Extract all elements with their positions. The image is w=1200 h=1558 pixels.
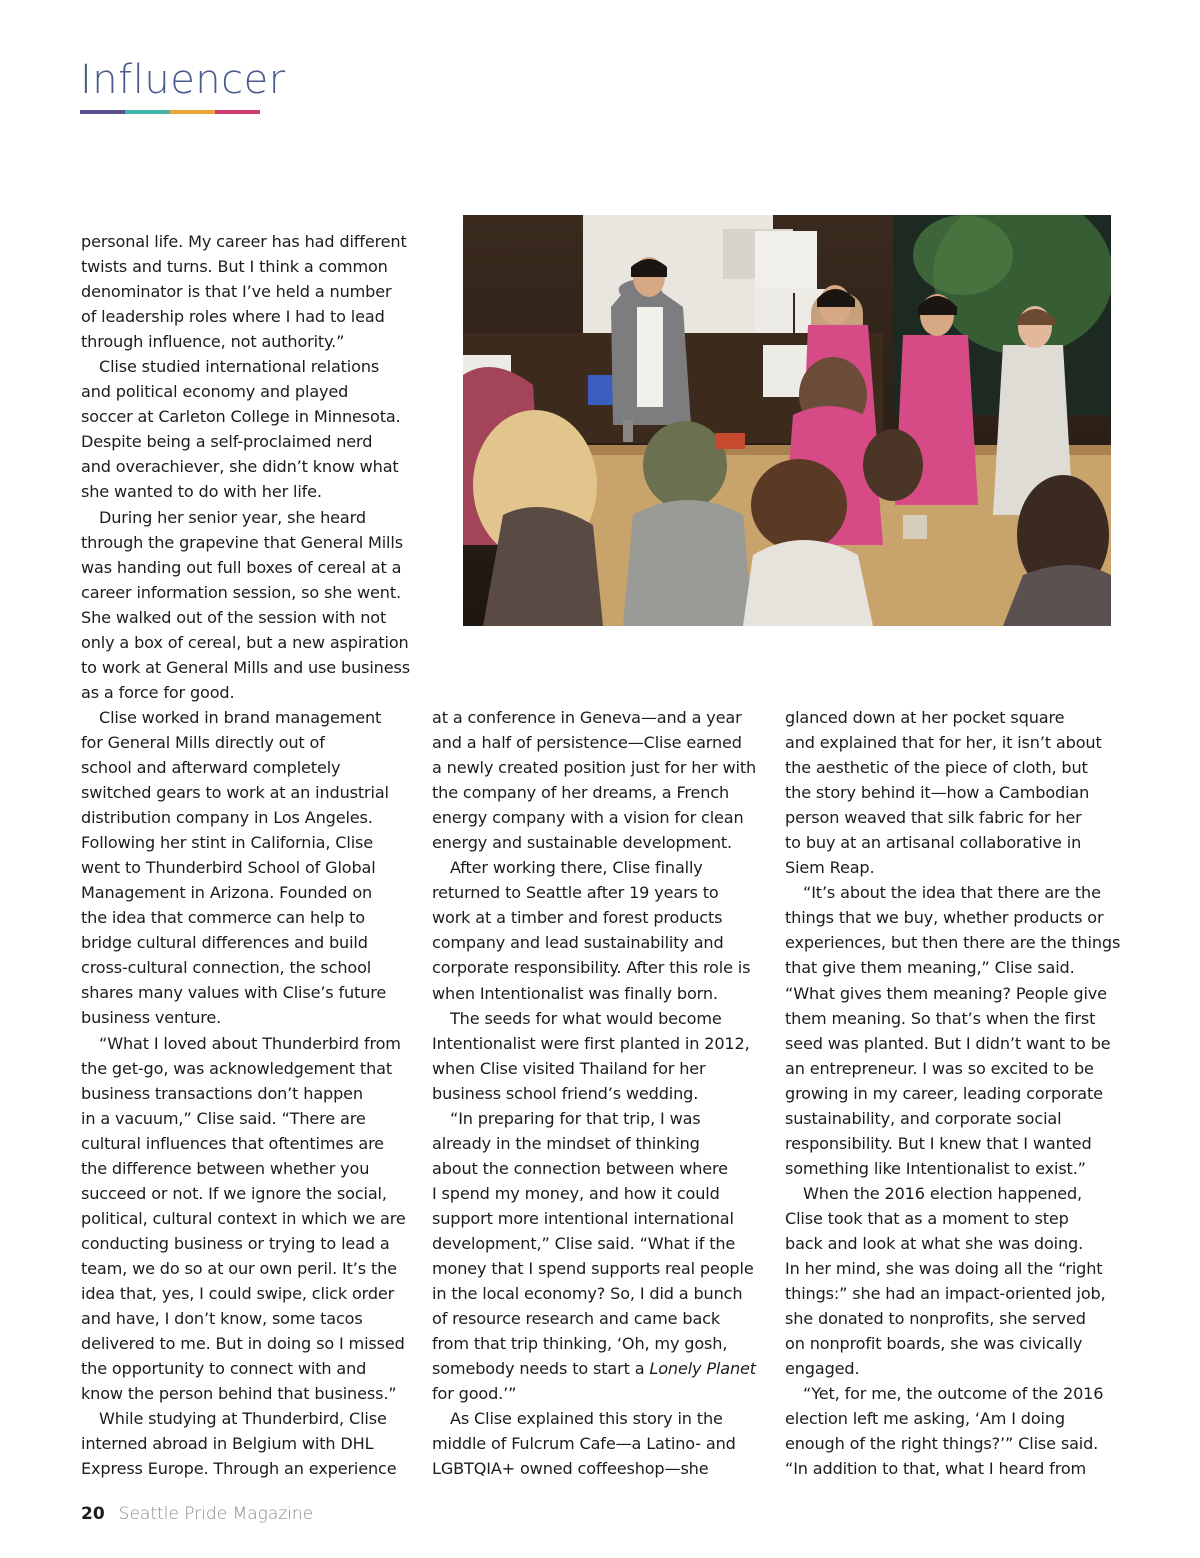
- text-line: and explained that for her, it isn’t about: [785, 733, 1102, 753]
- rule-segment-purple: [80, 110, 125, 114]
- text-line: team, we do so at our own peril. It’s the: [81, 1258, 397, 1278]
- text-line: During her senior year, she heard: [99, 507, 366, 527]
- text-line: things that we buy, whether products or: [785, 908, 1104, 928]
- page-footer: [81, 1504, 313, 1524]
- text-line: support more intentional international: [432, 1208, 734, 1228]
- article-column-3: [785, 705, 1120, 1481]
- text-line: company and lead sustainability and: [432, 933, 724, 953]
- text-line: cross-cultural connection, the school: [81, 958, 372, 978]
- text-line: in the local economy? So, I did a bunch: [432, 1284, 743, 1304]
- text-line: seed was planted. But I didn’t want to be: [785, 1033, 1111, 1053]
- text-line: business venture.: [81, 1008, 222, 1028]
- text-line: Clise took that as a moment to step: [785, 1208, 1069, 1228]
- text-line: “What I loved about Thunderbird from: [99, 1033, 401, 1053]
- text-line: In her mind, she was doing all the “right: [785, 1259, 1103, 1279]
- text-line: she wanted to do with her life.: [81, 482, 322, 502]
- text-line: money that I spend supports real people: [432, 1259, 754, 1279]
- text-line: glanced down at her pocket square: [785, 708, 1065, 727]
- text-line: corporate responsibility. After this role is: [432, 958, 751, 978]
- publication-name: Seattle Pride Magazine: [118, 1504, 314, 1524]
- text-line: and overachiever, she didn’t know what: [81, 457, 399, 477]
- text-line: Intentionalist were first planted in 2012,: [432, 1033, 750, 1053]
- text-line: experiences, but then there are the things: [785, 933, 1121, 953]
- text-line: switched gears to work at an industrial: [81, 783, 389, 803]
- text-line: bridge cultural differences and build: [81, 933, 368, 953]
- text-line: a newly created position just for her with: [432, 758, 757, 778]
- text-line: “Yet, for me, the outcome of the 2016: [803, 1384, 1104, 1404]
- text-line: from that trip thinking, ‘Oh, my gosh,: [432, 1334, 728, 1354]
- text-line: was handing out full boxes of cereal at a: [81, 557, 402, 577]
- text-line: Clise worked in brand management: [99, 707, 382, 727]
- text-line: already in the mindset of thinking: [432, 1133, 700, 1153]
- text-line: the idea that commerce can help to: [81, 908, 365, 928]
- text-line: Clise studied international relations: [99, 357, 380, 377]
- text-line: as a force for good.: [81, 682, 235, 702]
- text-line: things:” she had an impact-oriented job,: [785, 1284, 1106, 1304]
- text-line: to buy at an artisanal collaborative in: [785, 833, 1082, 853]
- rule-segment-pink: [215, 110, 260, 114]
- text-line: and a half of persistence—Clise earned: [432, 733, 742, 753]
- text-line: Management in Arizona. Founded on: [81, 883, 373, 903]
- text-line: when Intentionalist was finally born.: [432, 983, 718, 1003]
- text-line: person weaved that silk fabric for her: [785, 808, 1082, 828]
- text-line: soccer at Carleton College in Minnesota.: [81, 407, 401, 427]
- text-line: only a box of cereal, but a new aspiration: [81, 632, 409, 652]
- text-line: “It’s about the idea that there are the: [803, 883, 1101, 903]
- text-line: conducting business or trying to lead a: [81, 1233, 390, 1253]
- text-line: energy and sustainable development.: [432, 833, 732, 853]
- text-line: LGBTQIA+ owned coffeeshop—she: [432, 1459, 709, 1479]
- text-line: twists and turns. But I think a common: [81, 257, 388, 277]
- text-line: the story behind it—how a Cambodian: [785, 783, 1090, 803]
- article-photo: [463, 215, 1111, 626]
- text-line: As Clise explained this story in the: [450, 1409, 723, 1429]
- text-line: Siem Reap.: [785, 858, 875, 878]
- text-line: Despite being a self-proclaimed nerd: [81, 432, 373, 452]
- text-line: When the 2016 election happened,: [803, 1183, 1083, 1203]
- text-line: the opportunity to connect with and: [81, 1359, 367, 1379]
- text-line: responsibility. But I knew that I wanted: [785, 1133, 1092, 1153]
- text-line: work at a timber and forest products: [432, 908, 723, 928]
- article-column-2: [432, 705, 767, 1481]
- text-line: the get-go, was acknowledgement that: [81, 1058, 393, 1078]
- text-line: “In preparing for that trip, I was: [450, 1108, 701, 1128]
- text-line: through the grapevine that General Mills: [81, 532, 403, 552]
- text-line: “In addition to that, what I heard from: [785, 1459, 1087, 1479]
- text-line: “What gives them meaning? People give: [785, 983, 1107, 1003]
- page-number: 20: [81, 1504, 105, 1524]
- text-line: of resource research and came back: [432, 1309, 721, 1329]
- text-line: the aesthetic of the piece of cloth, but: [785, 758, 1088, 778]
- text-line: them meaning. So that’s when the first: [785, 1008, 1096, 1028]
- text-line: enough of the right things?’” Clise said.: [785, 1434, 1099, 1454]
- text-line: somebody needs to start a Lonely Planet: [432, 1359, 756, 1379]
- text-line: business transactions don’t happen: [81, 1083, 363, 1103]
- section-title-underline: [80, 110, 260, 114]
- article-column-1: [81, 229, 416, 1481]
- text-line: went to Thunderbird School of Global: [81, 858, 376, 878]
- text-line: development,” Clise said. “What if the: [432, 1233, 736, 1253]
- text-line: After working there, Clise finally: [450, 858, 703, 878]
- text-line: the company of her dreams, a French: [432, 783, 730, 803]
- text-line: While studying at Thunderbird, Clise: [99, 1409, 387, 1429]
- text-line: that give them meaning,” Clise said.: [785, 958, 1075, 978]
- text-line: Express Europe. Through an experience: [81, 1459, 397, 1479]
- text-line: about the connection between where: [432, 1158, 728, 1178]
- text-line: when Clise visited Thailand for her: [432, 1058, 706, 1078]
- text-line: She walked out of the session with not: [81, 607, 387, 627]
- text-line: I spend my money, and how it could: [432, 1183, 720, 1203]
- rule-segment-teal: [125, 110, 170, 114]
- text-line: school and afterward completely: [81, 757, 341, 777]
- text-line: an entrepreneur. I was so excited to be: [785, 1058, 1094, 1078]
- text-line: the difference between whether you: [81, 1158, 370, 1178]
- text-line: career information session, so she went.: [81, 582, 401, 602]
- text-line: energy company with a vision for clean: [432, 808, 744, 828]
- text-line: distribution company in Los Angeles.: [81, 808, 373, 828]
- text-line: idea that, yes, I could swipe, click order: [81, 1283, 395, 1303]
- text-line: in a vacuum,” Clise said. “There are: [81, 1108, 366, 1128]
- text-line: growing in my career, leading corporate: [785, 1083, 1103, 1103]
- text-line: back and look at what she was doing.: [785, 1233, 1084, 1253]
- text-line: delivered to me. But in doing so I missed: [81, 1334, 405, 1354]
- text-line: engaged.: [785, 1359, 860, 1379]
- text-line: to work at General Mills and use business: [81, 657, 410, 677]
- text-line: of leadership roles where I had to lead: [81, 307, 385, 327]
- text-line: business school friend’s wedding.: [432, 1083, 699, 1103]
- text-line: know the person behind that business.”: [81, 1384, 397, 1404]
- text-line: for good.’”: [432, 1384, 517, 1404]
- text-line: for General Mills directly out of: [81, 732, 325, 752]
- text-line: middle of Fulcrum Cafe—a Latino- and: [432, 1434, 736, 1454]
- text-line: personal life. My career has had different: [81, 232, 407, 251]
- text-line: political, cultural context in which we are: [81, 1208, 406, 1228]
- text-line: shares many values with Clise’s future: [81, 983, 387, 1003]
- text-line: at a conference in Geneva—and a year: [432, 708, 742, 727]
- text-line: and have, I don’t know, some tacos: [81, 1309, 363, 1329]
- text-line: election left me asking, ‘Am I doing: [785, 1409, 1065, 1429]
- rule-segment-orange: [170, 110, 215, 114]
- text-line: Following her stint in California, Clise: [81, 833, 374, 853]
- text-line: denominator is that I’ve held a number: [81, 282, 392, 302]
- text-line: something like Intentionalist to exist.”: [785, 1158, 1086, 1178]
- text-line: The seeds for what would become: [450, 1008, 722, 1028]
- section-title: Influencer: [80, 57, 286, 103]
- text-line: cultural influences that oftentimes are: [81, 1133, 384, 1153]
- text-line: interned abroad in Belgium with DHL: [81, 1434, 374, 1454]
- text-line: on nonprofit boards, she was civically: [785, 1334, 1083, 1354]
- text-line: returned to Seattle after 19 years to: [432, 883, 719, 903]
- text-line: through influence, not authority.”: [81, 332, 345, 352]
- text-line: sustainability, and corporate social: [785, 1108, 1062, 1128]
- text-line: and political economy and played: [81, 382, 349, 402]
- text-line: succeed or not. If we ignore the social,: [81, 1183, 387, 1203]
- text-line: she donated to nonprofits, she served: [785, 1309, 1086, 1329]
